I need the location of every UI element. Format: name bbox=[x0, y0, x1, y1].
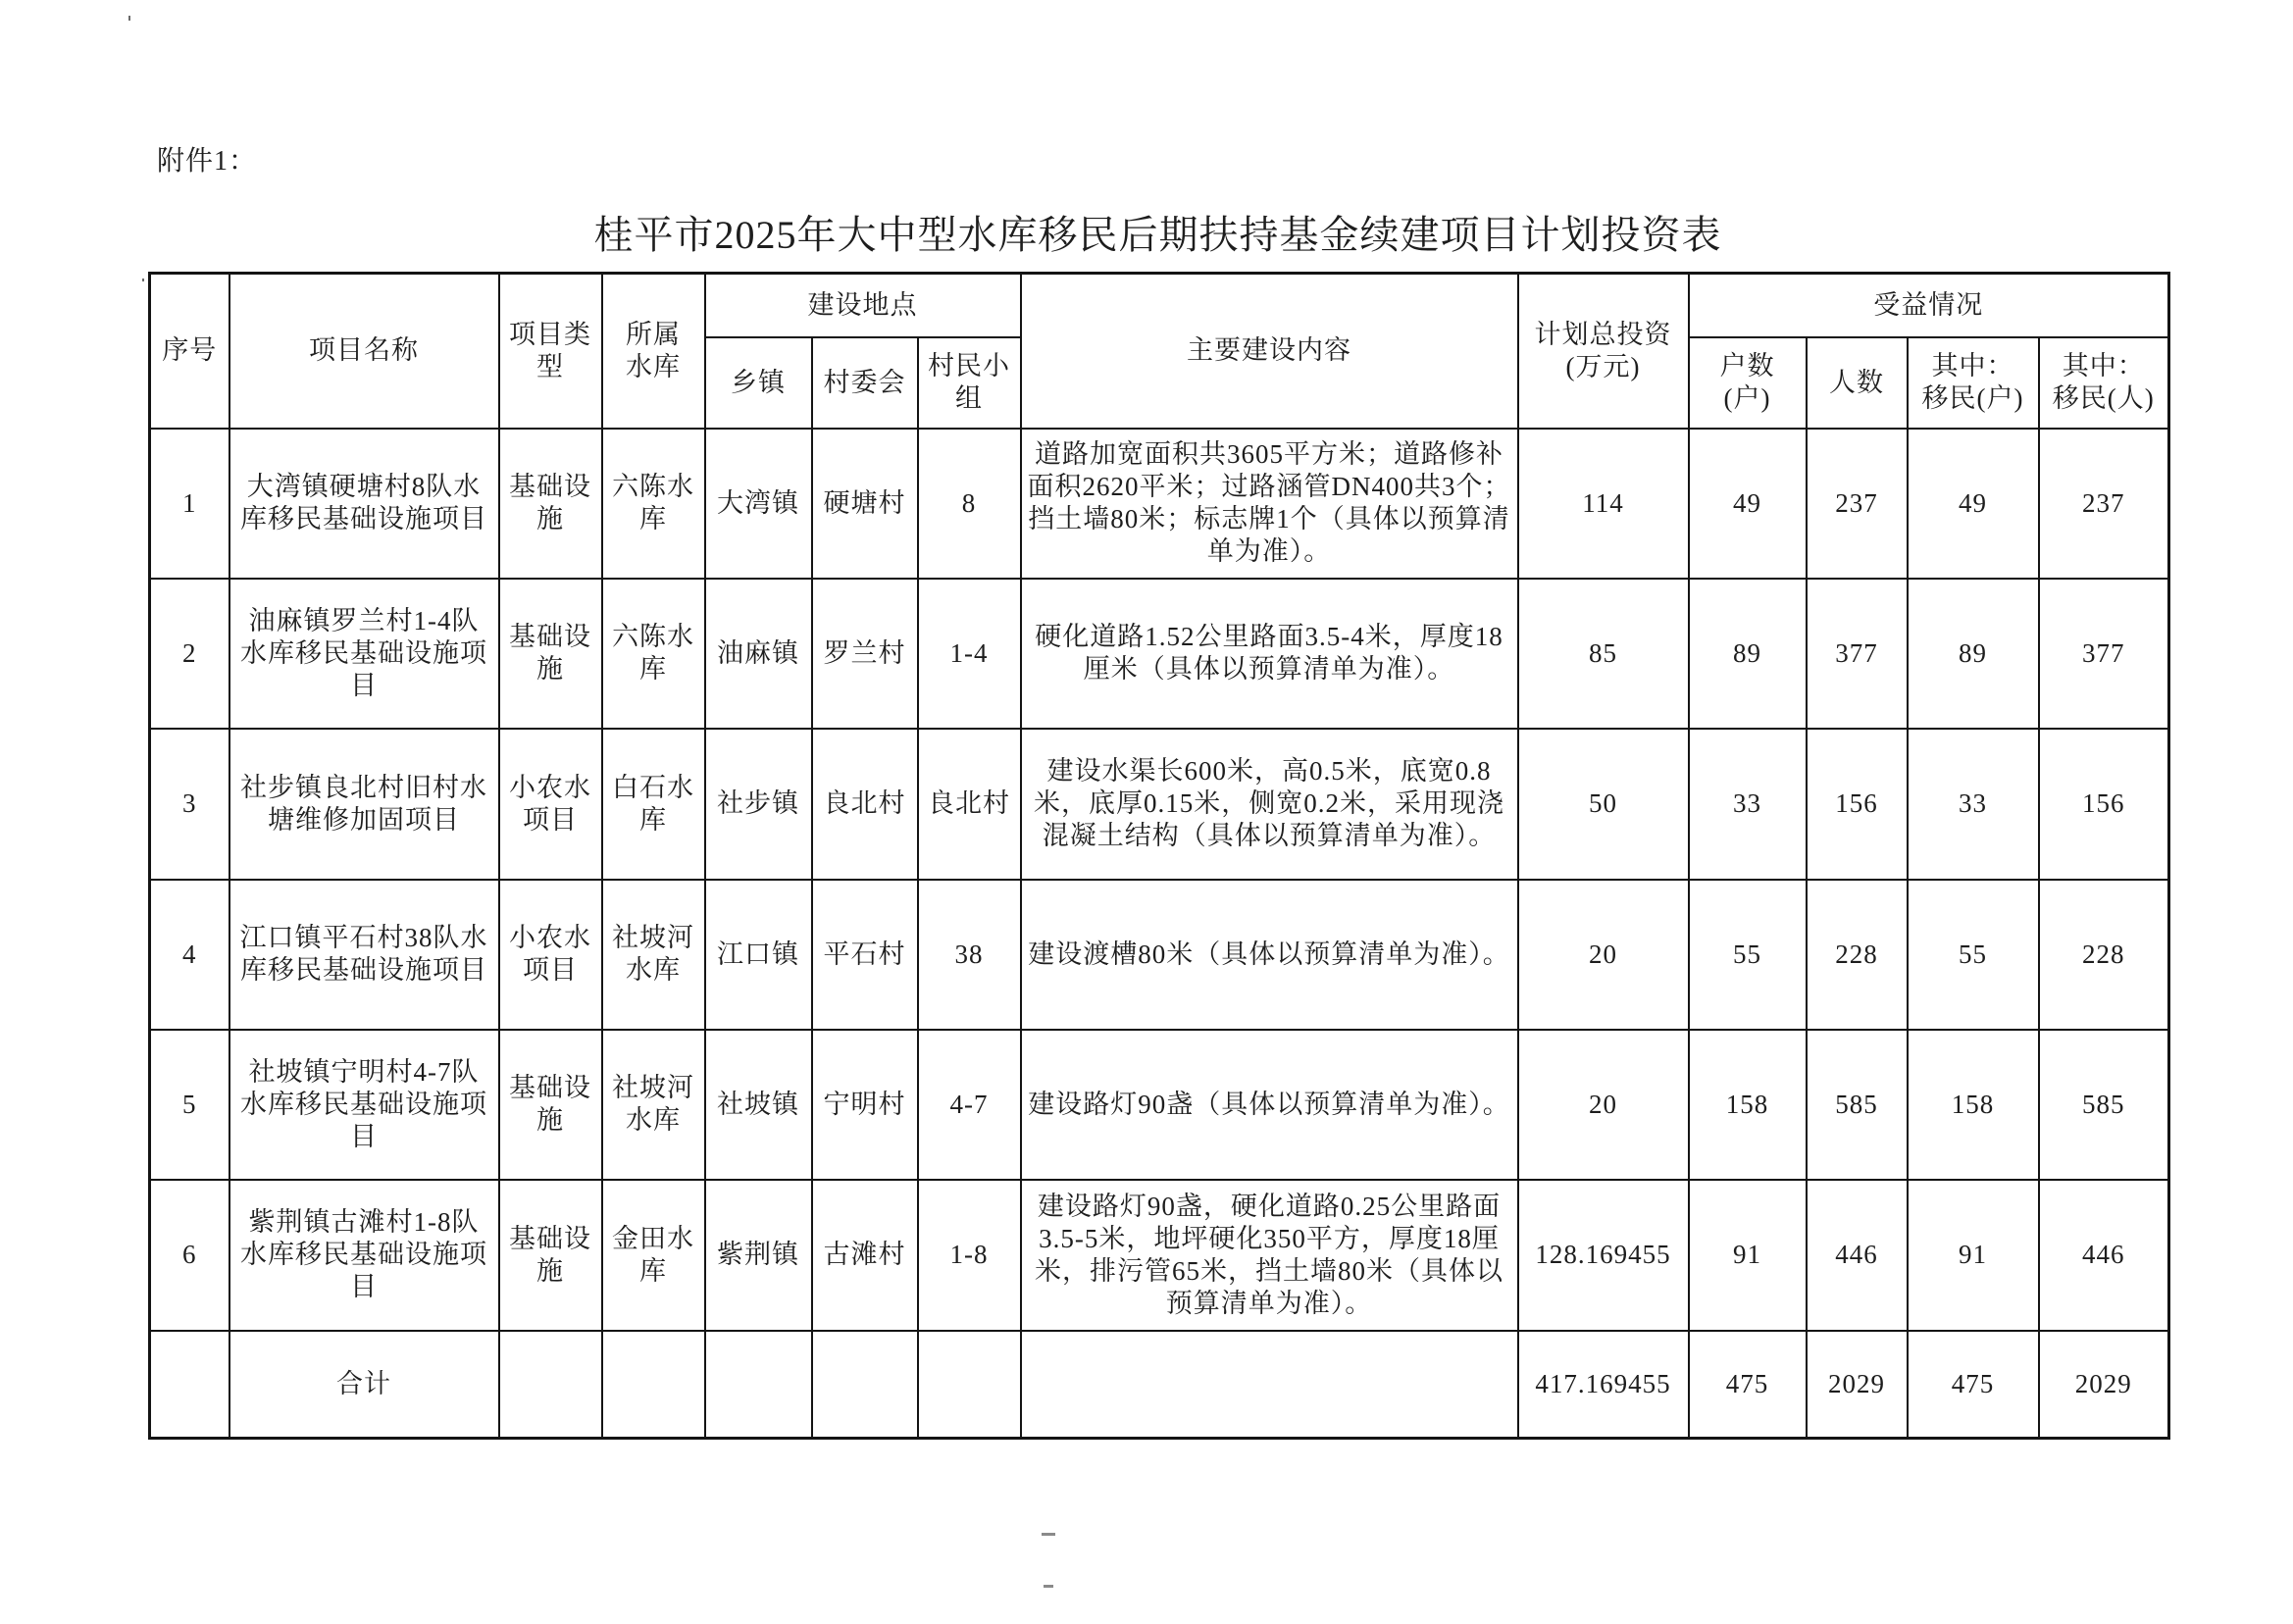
attachment-label: 附件1： bbox=[157, 146, 258, 177]
cell-villager-group bbox=[918, 1331, 1021, 1439]
cell-households: 91 bbox=[1689, 1180, 1807, 1331]
cell-content: 建设路灯90盏（具体以预算清单为准）。 bbox=[1021, 1030, 1518, 1180]
scan-artifact bbox=[128, 16, 130, 21]
cell-villager-group: 良北村 bbox=[918, 729, 1021, 880]
header-households-unit: (户) bbox=[1723, 383, 1771, 413]
cell-reservoir: 社坡河水库 bbox=[602, 1030, 705, 1180]
cell-township: 社坡镇 bbox=[705, 1030, 812, 1180]
table-row bbox=[150, 1030, 2169, 1180]
cell-village-committee bbox=[812, 1331, 918, 1439]
cell-project-name: 江口镇平石村38队水库移民基础设施项目 bbox=[229, 880, 499, 1030]
cell-migrant-population: 446 bbox=[2039, 1180, 2169, 1331]
header-township: 乡镇 bbox=[705, 337, 812, 429]
cell-project-type: 基础设施 bbox=[499, 429, 602, 579]
cell-project-name: 大湾镇硬塘村8队水库移民基础设施项目 bbox=[229, 429, 499, 579]
cell-villager-group: 38 bbox=[918, 880, 1021, 1030]
cell-seq: 4 bbox=[150, 880, 229, 1030]
header-benefit: 受益情况 bbox=[1689, 274, 2169, 337]
cell-migrant-households: 33 bbox=[1908, 729, 2039, 880]
cell-seq: 1 bbox=[150, 429, 229, 579]
cell-reservoir: 白石水库 bbox=[602, 729, 705, 880]
cell-investment: 85 bbox=[1518, 579, 1689, 729]
cell-population: 377 bbox=[1807, 579, 1908, 729]
header-content: 主要建设内容 bbox=[1021, 274, 1518, 429]
cell-migrant-households: 158 bbox=[1908, 1030, 2039, 1180]
cell-village-committee: 良北村 bbox=[812, 729, 918, 880]
cell-migrant-population: 156 bbox=[2039, 729, 2169, 880]
cell-project-type bbox=[499, 1331, 602, 1439]
table-row bbox=[150, 429, 2169, 579]
cell-population: 228 bbox=[1807, 880, 1908, 1030]
header-migrant-population-prefix: 其中： bbox=[2062, 351, 2145, 381]
cell-population: 446 bbox=[1807, 1180, 1908, 1331]
cell-project-name: 紫荆镇古滩村1-8队水库移民基础设施项目 bbox=[229, 1180, 499, 1331]
header-households bbox=[1689, 337, 1807, 429]
cell-reservoir: 社坡河水库 bbox=[602, 880, 705, 1030]
header-migrant-population-label: 移民(人) bbox=[2052, 383, 2155, 413]
table-row bbox=[150, 579, 2169, 729]
cell-reservoir: 金田水库 bbox=[602, 1180, 705, 1331]
cell-reservoir bbox=[602, 1331, 705, 1439]
total-label: 合计 bbox=[229, 1331, 499, 1439]
cell-investment: 128.169455 bbox=[1518, 1180, 1689, 1331]
cell-village-committee: 硬塘村 bbox=[812, 429, 918, 579]
table-row bbox=[150, 880, 2169, 1030]
scan-artifact bbox=[142, 279, 144, 281]
cell-project-type: 基础设施 bbox=[499, 579, 602, 729]
header-villager-group: 村民小组 bbox=[918, 337, 1021, 429]
cell-township: 大湾镇 bbox=[705, 429, 812, 579]
cell-village-committee: 平石村 bbox=[812, 880, 918, 1030]
cell-migrant-population: 228 bbox=[2039, 880, 2169, 1030]
cell-investment: 20 bbox=[1518, 880, 1689, 1030]
cell-content: 硬化道路1.52公里路面3.5-4米，厚度18厘米（具体以预算清单为准）。 bbox=[1021, 579, 1518, 729]
cell-reservoir: 六陈水库 bbox=[602, 579, 705, 729]
total-migrant-population: 2029 bbox=[2039, 1331, 2169, 1439]
cell-population: 156 bbox=[1807, 729, 1908, 880]
cell-content: 建设路灯90盏，硬化道路0.25公里路面3.5-5米，地坪硬化350平方，厚度18厘米，排污管65米，挡土墙80米（具体以预算清单为准）。 bbox=[1021, 1180, 1518, 1331]
cell-seq bbox=[150, 1331, 229, 1439]
investment-table bbox=[148, 272, 2170, 1440]
cell-migrant-population: 585 bbox=[2039, 1030, 2169, 1180]
header-reservoir-label: 所属水库 bbox=[626, 319, 681, 381]
cell-investment: 20 bbox=[1518, 1030, 1689, 1180]
cell-migrant-households: 55 bbox=[1908, 880, 2039, 1030]
cell-villager-group: 4-7 bbox=[918, 1030, 1021, 1180]
cell-township bbox=[705, 1331, 812, 1439]
cell-village-committee: 罗兰村 bbox=[812, 579, 918, 729]
header-investment bbox=[1518, 274, 1689, 429]
cell-investment: 114 bbox=[1518, 429, 1689, 579]
cell-reservoir: 六陈水库 bbox=[602, 429, 705, 579]
cell-seq: 2 bbox=[150, 579, 229, 729]
header-seq: 序号 bbox=[150, 274, 229, 429]
cell-households: 89 bbox=[1689, 579, 1807, 729]
scan-artifact bbox=[1042, 1533, 1055, 1536]
cell-population: 585 bbox=[1807, 1030, 1908, 1180]
cell-village-committee: 宁明村 bbox=[812, 1030, 918, 1180]
cell-content: 道路加宽面积共3605平方米；道路修补面积2620平米；过路涵管DN400共3个；挡土墙80米；标志牌1个（具体以预算清单为准）。 bbox=[1021, 429, 1518, 579]
cell-households: 49 bbox=[1689, 429, 1807, 579]
cell-township: 社步镇 bbox=[705, 729, 812, 880]
header-location: 建设地点 bbox=[705, 274, 1021, 337]
cell-content: 建设渡槽80米（具体以预算清单为准）。 bbox=[1021, 880, 1518, 1030]
total-migrant-households: 475 bbox=[1908, 1331, 2039, 1439]
header-investment-unit: (万元) bbox=[1565, 351, 1641, 381]
cell-migrant-households: 49 bbox=[1908, 429, 2039, 579]
cell-project-type: 小农水项目 bbox=[499, 880, 602, 1030]
cell-township: 江口镇 bbox=[705, 880, 812, 1030]
total-investment: 417.169455 bbox=[1518, 1331, 1689, 1439]
cell-migrant-population: 377 bbox=[2039, 579, 2169, 729]
cell-villager-group: 8 bbox=[918, 429, 1021, 579]
cell-villager-group: 1-4 bbox=[918, 579, 1021, 729]
header-households-label: 户数 bbox=[1719, 351, 1775, 381]
header-village-committee: 村委会 bbox=[812, 337, 918, 429]
cell-project-name: 社步镇良北村旧村水塘维修加固项目 bbox=[229, 729, 499, 880]
cell-migrant-households: 91 bbox=[1908, 1180, 2039, 1331]
cell-seq: 3 bbox=[150, 729, 229, 880]
header-migrant-population bbox=[2039, 337, 2169, 429]
total-population: 2029 bbox=[1807, 1331, 1908, 1439]
table-row bbox=[150, 1180, 2169, 1331]
cell-township: 紫荆镇 bbox=[705, 1180, 812, 1331]
table-row bbox=[150, 729, 2169, 880]
cell-project-type: 基础设施 bbox=[499, 1030, 602, 1180]
cell-migrant-population: 237 bbox=[2039, 429, 2169, 579]
cell-project-name: 社坡镇宁明村4-7队水库移民基础设施项目 bbox=[229, 1030, 499, 1180]
cell-investment: 50 bbox=[1518, 729, 1689, 880]
cell-population: 237 bbox=[1807, 429, 1908, 579]
cell-project-name: 油麻镇罗兰村1-4队水库移民基础设施项目 bbox=[229, 579, 499, 729]
cell-content: 建设水渠长600米，高0.5米，底宽0.8米，底厚0.15米，侧宽0.2米，采用现浇混凝土结构（具体以预算清单为准）。 bbox=[1021, 729, 1518, 880]
cell-township: 油麻镇 bbox=[705, 579, 812, 729]
cell-seq: 5 bbox=[150, 1030, 229, 1180]
cell-project-type: 基础设施 bbox=[499, 1180, 602, 1331]
header-investment-label: 计划总投资 bbox=[1534, 319, 1672, 349]
cell-villager-group: 1-8 bbox=[918, 1180, 1021, 1331]
cell-migrant-households: 89 bbox=[1908, 579, 2039, 729]
header-project-type: 项目类型 bbox=[499, 274, 602, 429]
total-households: 475 bbox=[1689, 1331, 1807, 1439]
header-row bbox=[150, 274, 2169, 337]
document-title: 桂平市2025年大中型水库移民后期扶持基金续建项目计划投资表 bbox=[593, 213, 1722, 257]
scan-artifact bbox=[1044, 1585, 1053, 1588]
header-migrant-households-label: 移民(户) bbox=[1921, 383, 2024, 413]
header-population: 人数 bbox=[1807, 337, 1908, 429]
header-reservoir bbox=[602, 274, 705, 429]
cell-project-type: 小农水项目 bbox=[499, 729, 602, 880]
total-row bbox=[150, 1331, 2169, 1439]
cell-households: 33 bbox=[1689, 729, 1807, 880]
header-project-name: 项目名称 bbox=[229, 274, 499, 429]
header-migrant-households bbox=[1908, 337, 2039, 429]
cell-village-committee: 古滩村 bbox=[812, 1180, 918, 1331]
cell-households: 158 bbox=[1689, 1030, 1807, 1180]
cell-seq: 6 bbox=[150, 1180, 229, 1331]
cell-content bbox=[1021, 1331, 1518, 1439]
cell-households: 55 bbox=[1689, 880, 1807, 1030]
header-migrant-households-prefix: 其中： bbox=[1931, 351, 2014, 381]
